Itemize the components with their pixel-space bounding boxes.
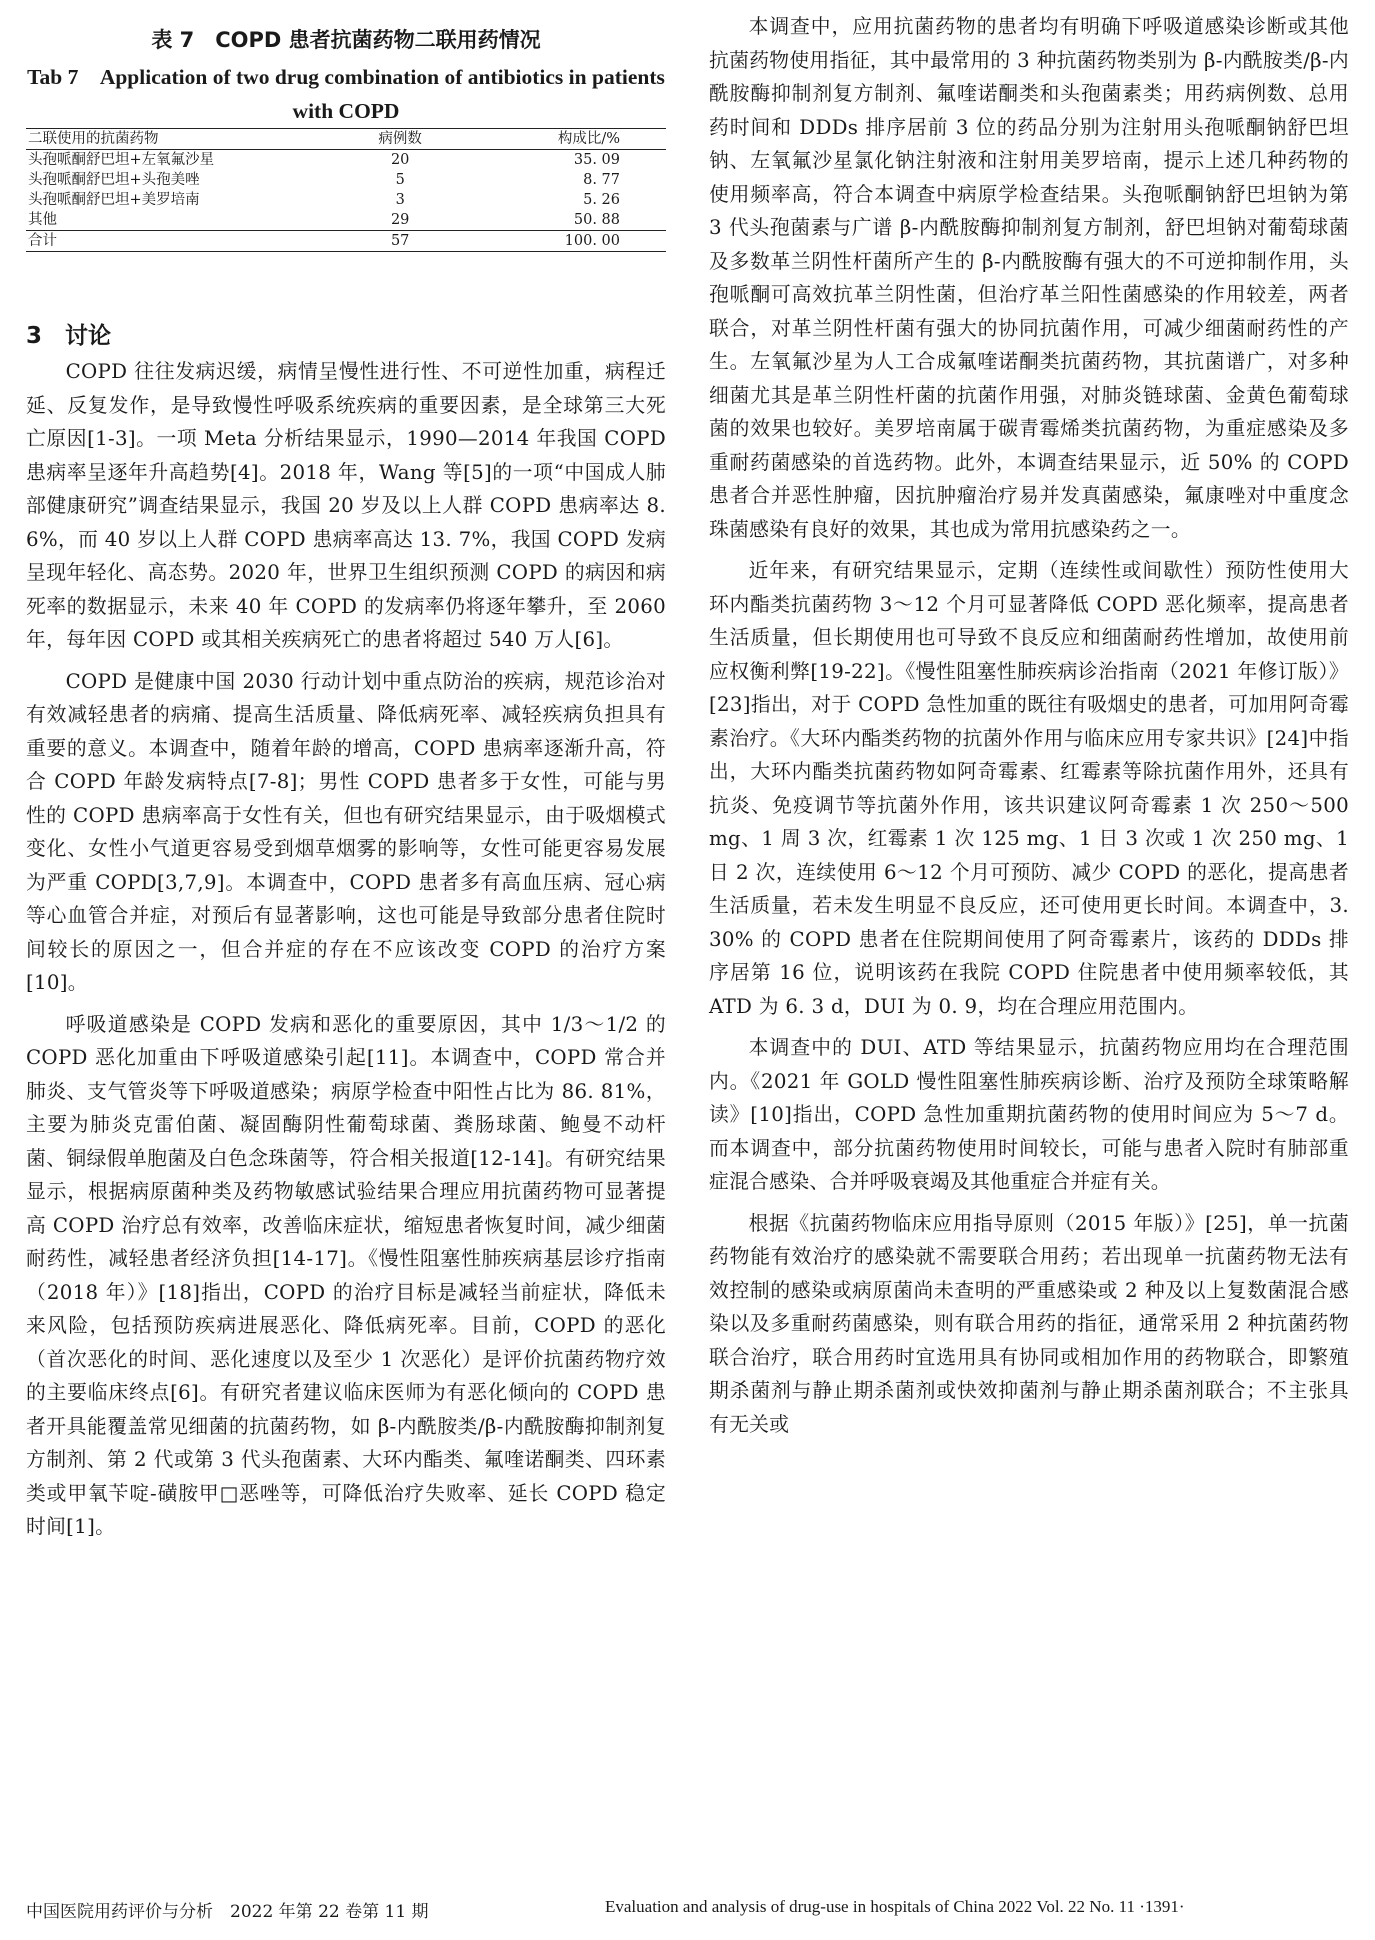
cell-drug: 头孢哌酮舒巴坦+左氧氟沙星: [28, 152, 215, 168]
header-proportion: 构成比/%: [557, 131, 620, 147]
paragraph: 呼吸道感染是 COPD 发病和恶化的重要原因，其中 1/3～1/2 的 COPD 恶化加重由下呼吸道感染引起[11]。本调查中，COPD 常合并肺炎、支气管炎等下呼吸道感染；病原学检查中阳性占比为 86. 81%，主要为肺炎克雷伯菌、凝固酶阴性葡萄球菌、粪肠球菌、鲍曼不动杆菌、铜绿假单胞菌及白色念珠菌等，符合相关报道[12-14]。有研究结果显示，根据病原菌种类及药物敏感试验结果合理应用抗菌药物可显著提高 COPD 治疗总有效率，改善临床症状，缩短患者恢复时间，减少细菌耐药性，减轻患者经济负担[14-17]。《慢性阻塞性肺疾病基层诊疗指南（2018 年）》[18]指出，COPD 的治疗目标是减轻当前症状，降低未来风险，包括预防疾病进展恶化、降低病死率。目前，COPD 的恶化（首次恶化的时间、恶化速度以及至少 1 次恶化）是评价抗菌药物疗效的主要临床终点[6]。有研究者建议临床医师为有恶化倾向的 COPD 患者开具能覆盖常见细菌的抗菌药物，如 β-内酰胺类/β-内酰胺酶抑制剂复方制剂、第 2 代或第 3 代头孢菌素、大环内酯类、氟喹诺酮类、四环素类或甲氧苄啶-磺胺甲□恶唑等，可降低治疗失败率、延长 COPD 稳定时间[1]。: [26, 1012, 666, 1538]
cell-percent: 35. 09: [573, 152, 620, 168]
table-header-row: [26, 129, 666, 150]
table-title-en: Tab 7 Application of two drug combination of antibiotics in patients with COPD: [27, 65, 665, 123]
paragraph: 本调查中，应用抗菌药物的患者均有明确下呼吸道感染诊断或其他抗菌药物使用指征，其中最常用的 3 种抗菌药物类别为 β-内酰胺类/β-内酰胺酶抑制剂复方制剂、氟喹诺酮类和头孢菌素类；用药病例数、总用药时间和 DDDs 排序居前 3 位的药品分别为注射用头孢哌酮钠舒巴坦钠、左氧氟沙星氯化钠注射液和注射用美罗培南，提示上述几种药物的使用频率高，符合本调查中病原学检查结果。头孢哌酮钠舒巴坦钠为第 3 代头孢菌素与广谱 β-内酰胺酶抑制剂复方制剂，舒巴坦钠对葡萄球菌及多数革兰阴性杆菌所产生的 β-内酰胺酶有强大的不可逆抑制作用，头孢哌酮可高效抗革兰阴性菌，但治疗革兰阳性菌感染的作用较差，两者联合，对革兰阴性杆菌有强大的协同抗菌作用，可减少细菌耐药性的产生。左氧氟沙星为人工合成氟喹诺酮类抗菌药物，其抗菌谱广，对多种细菌尤其是革兰阴性杆菌的抗菌作用强，对肺炎链球菌、金黄色葡萄球菌的效果也较好。美罗培南属于碳青霉烯类抗菌药物，为重症感染及多重耐药菌感染的首选药物。此外，本调查结果显示，近 50% 的 COPD 患者合并恶性肿瘤，因抗肿瘤治疗易并发真菌感染，氟康唑对中重度念珠菌感染有良好的效果，其也成为常用抗感染药之一。: [709, 15, 1349, 541]
right-body-text: [709, 10, 1349, 1449]
cell-percent: 8. 77: [583, 172, 620, 188]
cell-drug: 头孢哌酮舒巴坦+头孢美唑: [28, 172, 200, 188]
paragraph: 本调查中的 DUI、ATD 等结果显示，抗菌药物应用均在合理范围内。《2021 年 GOLD 慢性阻塞性肺疾病诊断、治疗及预防全球策略解读》[10]指出，COPD 急性加重期抗菌药物的使用时间应为 5～7 d。而本调查中，部分抗菌药物使用时间较长，可能与患者入院时有肺部重症混合感染、合并呼吸衰竭及其他重症合并症有关。: [709, 1036, 1349, 1193]
table-row: [26, 210, 666, 231]
cell-count: 20: [390, 152, 410, 168]
cell-count: 5: [395, 172, 405, 188]
table-row: [26, 190, 666, 210]
left-body-text: [26, 355, 666, 1552]
cell-percent: 100. 00: [564, 233, 620, 249]
paragraph: COPD 是健康中国 2030 行动计划中重点防治的疾病，规范诊治对有效减轻患者的病痛、提高生活质量、降低病死率、减轻疾病负担具有重要的意义。本调查中，随着年龄的增高，COPD 患病率逐渐升高，符合 COPD 年龄发病特点[7-8]；男性 COPD 患者多于女性，可能与男性的 COPD 患病率高于女性有关，但也有研究结果显示，由于吸烟模式变化、女性小气道更容易受到烟草烟雾的影响等，女性可能更容易发展为严重 COPD[3,7,9]。本调查中，COPD 患者多有高血压病、冠心病等心血管合并症，对预后有显著影响，这也可能是导致部分患者住院时间较长的原因之一，但合并症的存在不应该改变 COPD 的治疗方案[10]。: [26, 669, 666, 994]
table-title-cn: 表 7 COPD 患者抗菌药物二联用药情况: [151, 28, 541, 52]
paragraph: COPD 往往发病迟缓，病情呈慢性进行性、不可逆性加重，病程迁延、反复发作，是导致慢性呼吸系统疾病的重要因素，是全球第三大死亡原因[1-3]。一项 Meta 分析结果显示，1990—2014 年我国 COPD 患病率呈逐年升高趋势[4]。2018 年，Wang 等[5]的一项“中国成人肺部健康研究”调查结果显示，我国 20 岁及以上人群 COPD 患病率达 8. 6%，而 40 岁以上人群 COPD 患病率高达 13. 7%，我国 COPD 发病呈现年轻化、高态势。2020 年，世界卫生组织预测 COPD 的病因和病死率的数据显示，未来 40 年 COPD 的发病率仍将逐年攀升，至 2060 年，每年因 COPD 或其相关疾病死亡的患者将超过 540 万人[6]。: [26, 360, 666, 651]
cell-percent: 50. 88: [573, 212, 620, 228]
table-row: [26, 150, 666, 171]
paragraph: 近年来，有研究结果显示，定期（连续性或间歇性）预防性使用大环内酯类抗菌药物 3～12 个月可显著降低 COPD 恶化频率，提高患者生活质量，但长期使用也可导致不良反应和细菌耐药性增加，故使用前应权衡利弊[19-22]。《慢性阻塞性肺疾病诊治指南（2021 年修订版）》[23]指出，对于 COPD 急性加重的既往有吸烟史的患者，可加用阿奇霉素治疗。《大环内酯类药物的抗菌外作用与临床应用专家共识》[24]中指出，大环内酯类抗菌药物如阿奇霉素、红霉素等除抗菌作用外，还具有抗炎、免疫调节等抗菌外作用，该共识建议阿奇霉素 1 次 250～500 mg、1 周 3 次，红霉素 1 次 125 mg、1 日 3 次或 1 次 250 mg、1 日 2 次，连续使用 6～12 个月可预防、减少 COPD 的恶化，提高患者生活质量，若未发生明显不良反应，还可使用更长时间。本调查中，3. 30% 的 COPD 患者在住院期间使用了阿奇霉素片，该药的 DDDs 排序居第 16 位，说明该药在我院 COPD 住院患者中使用频率较低，其 ATD 为 6. 3 d，DUI 为 0. 9，均在合理应用范围内。: [709, 559, 1349, 1018]
footer-journal-cn: 中国医院用药评价与分析 2022 年第 22 卷第 11 期: [26, 1902, 429, 1922]
cell-drug: 头孢哌酮舒巴坦+美罗培南: [28, 192, 200, 208]
drug-combination-table: [26, 128, 666, 252]
header-case-count: 病例数: [378, 131, 422, 147]
cell-drug: 其他: [28, 212, 57, 228]
cell-percent: 5. 26: [583, 192, 620, 208]
cell-count: 57: [390, 233, 410, 249]
paragraph: 根据《抗菌药物临床应用指导原则（2015 年版）》[25]，单一抗菌药物能有效治疗的感染就不需要联合用药；若出现单一抗菌药物无法有效控制的感染或病原菌尚未查明的严重感染或 2 种及以上复数菌混合感染以及多重耐药菌感染，则有联合用药的指征，通常采用 2 种抗菌药物联合治疗，联合用药时宜选用具有协同或相加作用的药物联合，即繁殖期杀菌剂与静止期杀菌剂或快效抑菌剂与静止期杀菌剂联合；不主张具有无关或: [709, 1211, 1349, 1436]
table-row: [26, 170, 666, 190]
table-total-row: [26, 231, 666, 252]
cell-count: 3: [395, 192, 405, 208]
header-drug-combination: 二联使用的抗菌药物: [28, 131, 159, 147]
cell-drug: 合计: [28, 233, 57, 249]
footer-journal-en: Evaluation and analysis of drug-use in hospitals of China 2022 Vol. 22 No. 11 ·1391·: [605, 1897, 1185, 1916]
section-heading: 3 讨论: [26, 323, 112, 349]
cell-count: 29: [390, 212, 410, 228]
